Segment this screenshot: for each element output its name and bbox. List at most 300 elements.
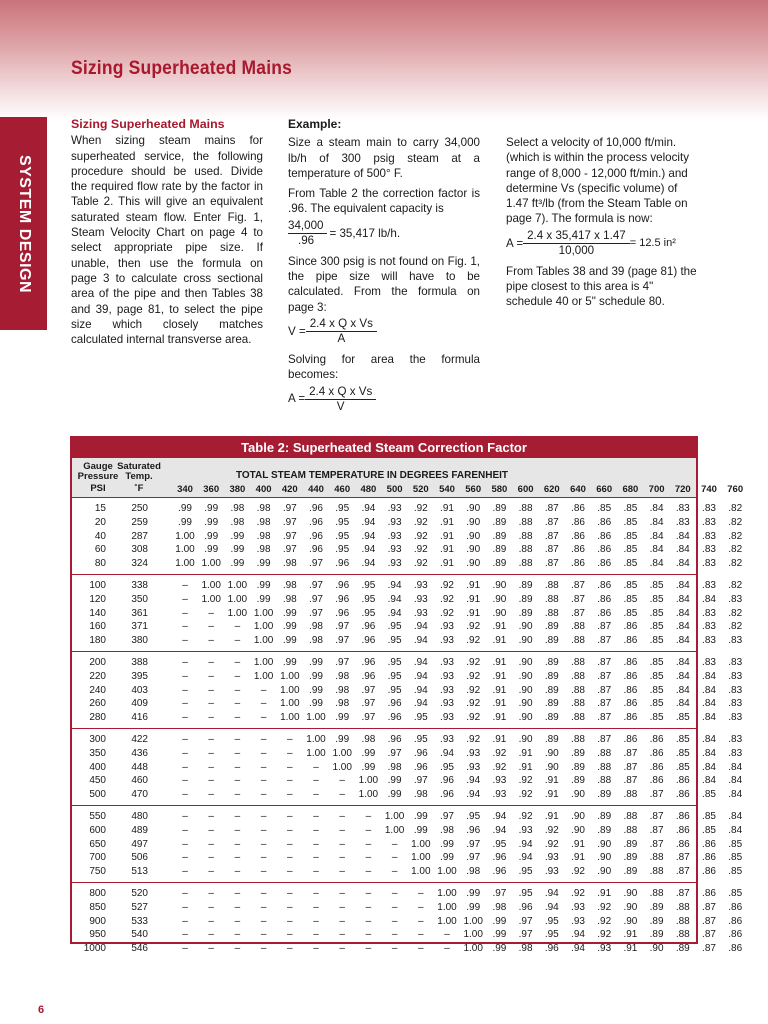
factor-cell: – bbox=[365, 852, 372, 864]
factor-cell: .87 bbox=[623, 761, 638, 773]
temp-header-440: 440 bbox=[308, 484, 324, 495]
factor-cell: .87 bbox=[675, 866, 690, 878]
factor-cell: .84 bbox=[702, 684, 716, 696]
factor-cell: .90 bbox=[623, 887, 638, 899]
pressure-cell: 40 bbox=[94, 530, 106, 542]
factor-cell: .99 bbox=[440, 852, 454, 864]
factor-cell: – bbox=[234, 747, 241, 759]
factor-cell: – bbox=[234, 901, 241, 913]
factor-cell: – bbox=[287, 824, 293, 836]
saturated-temp-cell: 489 bbox=[131, 824, 148, 836]
factor-cell: 1.00 bbox=[253, 670, 274, 682]
factor-cell: .92 bbox=[466, 621, 481, 633]
factor-cell: – bbox=[287, 747, 293, 759]
factor-cell: .84 bbox=[728, 789, 743, 801]
factor-cell: .84 bbox=[675, 558, 690, 570]
factor-cell: .84 bbox=[675, 607, 690, 619]
factor-cell: .91 bbox=[492, 670, 507, 682]
factor-cell: .89 bbox=[597, 824, 612, 836]
eq3-numerator: 2.4 x Q x Vs bbox=[305, 385, 376, 400]
factor-cell: .87 bbox=[675, 887, 690, 899]
header-deg-f: ˚F bbox=[134, 483, 144, 494]
factor-cell: – bbox=[234, 733, 241, 745]
factor-cell: 1.00 bbox=[463, 915, 483, 927]
factor-cell: .85 bbox=[649, 579, 664, 591]
factor-cell: .90 bbox=[492, 607, 507, 619]
eq2-denominator: A bbox=[337, 331, 346, 345]
factor-cell: .83 bbox=[728, 593, 743, 605]
factor-cell: .97 bbox=[309, 579, 323, 591]
factor-cell: .93 bbox=[387, 516, 402, 528]
factor-cell: .97 bbox=[518, 929, 533, 941]
factor-cell: .93 bbox=[387, 544, 402, 556]
factor-cell: – bbox=[418, 915, 424, 927]
factor-cell: .95 bbox=[387, 635, 402, 647]
factor-cell: 1.00 bbox=[227, 579, 248, 591]
factor-cell: .87 bbox=[623, 747, 638, 759]
pressure-cell: 550 bbox=[89, 810, 106, 822]
header-total-temperature: TOTAL STEAM TEMPERATURE IN DEGREES FARENHEIT bbox=[235, 470, 509, 481]
factor-cell: .90 bbox=[518, 698, 533, 710]
factor-cell: .88 bbox=[544, 579, 559, 591]
saturated-temp-cell: 513 bbox=[131, 866, 148, 878]
factor-cell: .87 bbox=[649, 824, 664, 836]
factor-cell: – bbox=[182, 635, 188, 647]
factor-cell: .95 bbox=[361, 607, 376, 619]
factor-cell: – bbox=[365, 915, 372, 927]
factor-cell: – bbox=[339, 852, 345, 864]
factor-cell: .89 bbox=[492, 503, 507, 514]
factor-cell: .83 bbox=[728, 670, 743, 682]
factor-cell: .90 bbox=[571, 810, 585, 822]
factor-cell: .95 bbox=[387, 621, 402, 633]
factor-cell: .92 bbox=[466, 670, 481, 682]
factor-cell: – bbox=[182, 621, 188, 633]
factor-cell: 1.00 bbox=[332, 761, 352, 773]
factor-cell: .98 bbox=[256, 503, 271, 514]
factor-cell: .90 bbox=[466, 503, 481, 514]
factor-cell: .84 bbox=[675, 635, 690, 647]
factor-cell: – bbox=[391, 838, 398, 850]
factor-cell: .83 bbox=[702, 579, 716, 591]
factor-cell: .88 bbox=[518, 503, 533, 514]
factor-cell: .93 bbox=[440, 670, 454, 682]
factor-cell: – bbox=[182, 824, 188, 836]
factor-cell: – bbox=[287, 810, 293, 822]
factor-cell: – bbox=[365, 866, 372, 878]
saturated-temp-cell: 460 bbox=[131, 775, 148, 787]
factor-cell: .84 bbox=[728, 761, 743, 773]
factor-cell: .99 bbox=[256, 579, 271, 591]
factor-cell: .95 bbox=[335, 516, 350, 528]
factor-cell: .86 bbox=[623, 733, 638, 745]
factor-cell: .93 bbox=[571, 915, 585, 927]
factor-cell: .99 bbox=[282, 621, 297, 633]
factor-cell: .94 bbox=[361, 530, 376, 542]
factor-cell: .84 bbox=[728, 810, 743, 822]
pressure-cell: 220 bbox=[89, 670, 106, 682]
factor-cell: – bbox=[391, 901, 398, 913]
factor-cell: .84 bbox=[675, 656, 690, 668]
factor-cell: – bbox=[313, 915, 319, 927]
header-gauge: Gauge bbox=[83, 461, 113, 472]
factor-cell: .83 bbox=[675, 503, 690, 514]
factor-cell: – bbox=[182, 698, 188, 710]
factor-cell: – bbox=[234, 810, 241, 822]
factor-cell: .88 bbox=[518, 516, 533, 528]
factor-cell: .95 bbox=[544, 929, 559, 941]
pressure-cell: 650 bbox=[89, 838, 106, 850]
temp-header-620: 620 bbox=[543, 484, 560, 495]
factor-cell: .91 bbox=[518, 761, 533, 773]
saturated-temp-cell: 497 bbox=[131, 838, 148, 850]
factor-cell: .98 bbox=[230, 503, 245, 514]
factor-cell: .94 bbox=[544, 901, 559, 913]
factor-cell: .89 bbox=[544, 656, 559, 668]
factor-cell: 1.00 bbox=[411, 852, 431, 864]
pressure-cell: 350 bbox=[89, 747, 106, 759]
factor-cell: .88 bbox=[571, 621, 585, 633]
factor-cell: 1.00 bbox=[332, 747, 352, 759]
factor-cell: .86 bbox=[675, 838, 690, 850]
factor-cell: – bbox=[208, 929, 214, 941]
table-row bbox=[72, 942, 743, 956]
factor-cell: .83 bbox=[728, 684, 743, 696]
factor-cell: .91 bbox=[466, 607, 481, 619]
factor-cell: .98 bbox=[335, 684, 350, 696]
factor-cell: – bbox=[182, 929, 188, 941]
factor-cell: – bbox=[287, 789, 293, 801]
factor-cell: .84 bbox=[702, 733, 716, 745]
table-row bbox=[72, 670, 743, 684]
factor-cell: – bbox=[339, 824, 345, 836]
factor-cell: .87 bbox=[597, 698, 612, 710]
factor-cell: .96 bbox=[361, 621, 376, 633]
factor-cell: .93 bbox=[413, 607, 428, 619]
pressure-cell: 450 bbox=[89, 775, 106, 787]
factor-cell: .97 bbox=[282, 544, 297, 556]
factor-cell: .87 bbox=[649, 838, 664, 850]
factor-cell: .99 bbox=[466, 887, 481, 899]
factor-cell: .91 bbox=[440, 544, 454, 556]
factor-cell: 1.00 bbox=[411, 838, 431, 850]
temp-header-340: 340 bbox=[177, 484, 193, 495]
factor-cell: .88 bbox=[675, 929, 690, 941]
factor-cell: .92 bbox=[440, 579, 454, 591]
factor-cell: – bbox=[313, 852, 319, 864]
factor-cell: .93 bbox=[387, 530, 402, 542]
factor-cell: .83 bbox=[702, 544, 716, 556]
factor-cell: .94 bbox=[413, 698, 428, 710]
factor-cell: .82 bbox=[728, 579, 743, 591]
factor-cell: – bbox=[208, 670, 214, 682]
saturated-temp-cell: 361 bbox=[131, 607, 148, 619]
factor-cell: .86 bbox=[728, 901, 743, 913]
factor-cell: .83 bbox=[702, 607, 716, 619]
factor-cell: – bbox=[260, 789, 267, 801]
factor-cell: .91 bbox=[571, 852, 585, 864]
factor-cell: .93 bbox=[492, 789, 507, 801]
table-row bbox=[72, 810, 743, 824]
factor-cell: .84 bbox=[675, 684, 690, 696]
factor-cell: .95 bbox=[335, 503, 350, 514]
factor-cell: .94 bbox=[413, 635, 428, 647]
table-row-group bbox=[72, 729, 743, 806]
factor-cell: .99 bbox=[204, 516, 219, 528]
factor-cell: .94 bbox=[361, 503, 376, 514]
factor-cell: – bbox=[234, 824, 241, 836]
pressure-cell: 20 bbox=[94, 516, 106, 528]
factor-cell: .85 bbox=[623, 516, 638, 528]
factor-cell: .93 bbox=[440, 656, 454, 668]
factor-cell: .90 bbox=[466, 544, 481, 556]
factor-cell: .83 bbox=[702, 621, 716, 633]
factor-cell: – bbox=[313, 838, 319, 850]
factor-cell: – bbox=[208, 824, 214, 836]
temp-header-420: 420 bbox=[281, 484, 298, 495]
factor-cell: .91 bbox=[597, 887, 612, 899]
factor-cell: .94 bbox=[361, 544, 376, 556]
temp-header-460: 460 bbox=[334, 484, 351, 495]
factor-cell: .86 bbox=[571, 530, 585, 542]
factor-cell: .88 bbox=[518, 530, 533, 542]
factor-cell: .95 bbox=[413, 712, 428, 724]
pressure-cell: 950 bbox=[89, 929, 106, 941]
saturated-temp-cell: 416 bbox=[131, 712, 148, 724]
saturated-temp-cell: 259 bbox=[131, 516, 148, 528]
factor-cell: .89 bbox=[623, 838, 638, 850]
factor-cell: .99 bbox=[178, 516, 192, 528]
factor-cell: .91 bbox=[492, 712, 507, 724]
factor-cell: .86 bbox=[597, 593, 612, 605]
factor-cell: – bbox=[260, 733, 267, 745]
solution-paragraph-1: Select a velocity of 10,000 ft/min. (which is within the process velocity range of 8,000 - 12,000 ft/min.) and determine Vs (specific volume) of 1.47 ft³/lb (from the Steam Table on page 7). The formula is now: bbox=[506, 136, 689, 226]
eq1-denominator: .96 bbox=[298, 233, 315, 247]
factor-cell: .96 bbox=[335, 558, 350, 570]
factor-cell: – bbox=[208, 747, 214, 759]
factor-cell: .99 bbox=[492, 943, 507, 955]
factor-cell: .96 bbox=[309, 516, 323, 528]
factor-cell: – bbox=[260, 824, 267, 836]
saturated-temp-cell: 308 bbox=[131, 544, 148, 556]
factor-cell: .93 bbox=[440, 635, 454, 647]
factor-cell: .89 bbox=[544, 670, 559, 682]
header-psi: PSI bbox=[90, 483, 106, 494]
factor-cell: – bbox=[391, 915, 398, 927]
factor-cell: 1.00 bbox=[253, 635, 274, 647]
factor-cell: .89 bbox=[649, 901, 664, 913]
factor-cell: .92 bbox=[466, 656, 481, 668]
temp-header-680: 680 bbox=[622, 484, 639, 495]
factor-cell: .99 bbox=[413, 810, 428, 822]
factor-cell: .86 bbox=[597, 579, 612, 591]
factor-cell: .83 bbox=[728, 733, 743, 745]
saturated-temp-cell: 380 bbox=[131, 635, 148, 647]
table-row bbox=[72, 634, 743, 648]
table-row bbox=[72, 774, 743, 788]
pressure-cell: 300 bbox=[89, 733, 106, 745]
factor-cell: .87 bbox=[597, 733, 612, 745]
factor-cell: .83 bbox=[702, 530, 716, 542]
pressure-cell: 800 bbox=[89, 887, 106, 899]
pressure-cell: 900 bbox=[89, 915, 106, 927]
factor-cell: .90 bbox=[518, 684, 533, 696]
factor-cell: .90 bbox=[571, 824, 585, 836]
factor-cell: .97 bbox=[309, 558, 323, 570]
factor-cell: .84 bbox=[649, 558, 664, 570]
factor-cell: 1.00 bbox=[253, 621, 274, 633]
factor-cell: .99 bbox=[256, 558, 271, 570]
factor-cell: .96 bbox=[335, 579, 350, 591]
factor-cell: .84 bbox=[675, 670, 690, 682]
side-tab-system-design bbox=[0, 117, 47, 330]
factor-cell: – bbox=[287, 761, 293, 773]
pressure-cell: 60 bbox=[94, 544, 106, 556]
temp-header-480: 480 bbox=[360, 484, 377, 495]
eq4-numerator: 2.4 x 35,417 x 1.47 bbox=[523, 229, 630, 244]
table-row bbox=[72, 530, 743, 544]
factor-cell: .89 bbox=[597, 810, 612, 822]
factor-cell: .92 bbox=[413, 516, 428, 528]
table-row bbox=[72, 656, 743, 670]
factor-cell: – bbox=[287, 943, 293, 955]
factor-cell: .92 bbox=[413, 503, 428, 514]
eq2-numerator: 2.4 x Q x Vs bbox=[306, 317, 377, 332]
table-row-group bbox=[72, 498, 743, 575]
factor-cell: .85 bbox=[675, 733, 690, 745]
factor-cell: – bbox=[182, 712, 188, 724]
table-body bbox=[72, 498, 743, 959]
header-pressure: Pressure bbox=[77, 471, 119, 482]
factor-cell: – bbox=[208, 733, 214, 745]
factor-cell: .86 bbox=[623, 712, 638, 724]
factor-cell: .90 bbox=[544, 761, 559, 773]
factor-cell: .86 bbox=[623, 621, 638, 633]
factor-cell: .96 bbox=[361, 656, 376, 668]
factor-cell: – bbox=[182, 747, 188, 759]
factor-cell: .86 bbox=[702, 852, 716, 864]
temp-header-400: 400 bbox=[255, 484, 272, 495]
saturated-temp-cell: 520 bbox=[131, 887, 148, 899]
factor-cell: .99 bbox=[440, 838, 454, 850]
factor-cell: .84 bbox=[702, 593, 716, 605]
factor-cell: .95 bbox=[413, 733, 428, 745]
factor-cell: .87 bbox=[702, 901, 716, 913]
factor-cell: – bbox=[208, 915, 214, 927]
factor-cell: .86 bbox=[702, 866, 716, 878]
factor-cell: .91 bbox=[544, 810, 559, 822]
temp-header-740: 740 bbox=[701, 484, 717, 495]
factor-cell: – bbox=[182, 789, 188, 801]
factor-cell: .87 bbox=[597, 621, 612, 633]
factor-cell: .94 bbox=[571, 929, 585, 941]
factor-cell: .96 bbox=[361, 635, 376, 647]
factor-cell: .83 bbox=[675, 516, 690, 528]
factor-cell: .86 bbox=[571, 503, 585, 514]
factor-cell: – bbox=[365, 887, 372, 899]
factor-cell: .85 bbox=[649, 670, 664, 682]
factor-cell: – bbox=[234, 712, 241, 724]
page-number: 6 bbox=[38, 1004, 45, 1016]
factor-cell: .93 bbox=[387, 503, 402, 514]
factor-cell: .89 bbox=[518, 579, 533, 591]
factor-cell: .86 bbox=[675, 810, 690, 822]
factor-cell: .94 bbox=[492, 824, 507, 836]
factor-cell: .84 bbox=[702, 670, 716, 682]
pressure-cell: 850 bbox=[89, 901, 106, 913]
factor-cell: .92 bbox=[440, 593, 454, 605]
factor-cell: .90 bbox=[466, 530, 481, 542]
factor-cell: .87 bbox=[544, 558, 559, 570]
factor-cell: .93 bbox=[413, 579, 428, 591]
factor-cell: 1.00 bbox=[175, 544, 195, 556]
factor-cell: .87 bbox=[544, 503, 559, 514]
factor-cell: – bbox=[339, 929, 345, 941]
table-row bbox=[72, 788, 743, 802]
factor-cell: .91 bbox=[440, 530, 454, 542]
factor-cell: .84 bbox=[702, 698, 716, 710]
factor-cell: .93 bbox=[544, 866, 559, 878]
factor-cell: .96 bbox=[335, 607, 350, 619]
factor-cell: .92 bbox=[440, 607, 454, 619]
table-row-group bbox=[72, 806, 743, 883]
solution-paragraph-2: From Tables 38 and 39 (page 81) the pipe closest to this area is 4" schedule 40 or 5" schedule 80. bbox=[506, 264, 697, 309]
factor-cell: .92 bbox=[413, 530, 428, 542]
saturated-temp-cell: 338 bbox=[131, 579, 148, 591]
factor-cell: .82 bbox=[728, 530, 743, 542]
factor-cell: .95 bbox=[544, 915, 559, 927]
factor-cell: .88 bbox=[649, 887, 664, 899]
factor-cell: .88 bbox=[518, 558, 533, 570]
factor-cell: .89 bbox=[544, 698, 559, 710]
factor-cell: – bbox=[339, 838, 345, 850]
temp-header-660: 660 bbox=[596, 484, 613, 495]
factor-cell: .82 bbox=[728, 516, 743, 528]
factor-cell: – bbox=[208, 621, 214, 633]
factor-cell: .87 bbox=[571, 607, 585, 619]
eq2-lhs: V = bbox=[288, 324, 306, 338]
factor-cell: .99 bbox=[361, 761, 376, 773]
factor-cell: .96 bbox=[309, 530, 323, 542]
factor-cell: – bbox=[260, 684, 267, 696]
factor-cell: .98 bbox=[518, 943, 533, 955]
factor-cell: .93 bbox=[571, 901, 585, 913]
factor-cell: .95 bbox=[466, 810, 481, 822]
factor-cell: .97 bbox=[282, 530, 297, 542]
factor-cell: – bbox=[234, 656, 241, 668]
factor-cell: .92 bbox=[492, 761, 507, 773]
factor-cell: .95 bbox=[518, 887, 533, 899]
factor-cell: 1.00 bbox=[253, 656, 274, 668]
factor-cell: .96 bbox=[440, 775, 454, 787]
factor-cell: .96 bbox=[387, 733, 402, 745]
factor-cell: – bbox=[234, 943, 241, 955]
factor-cell: .84 bbox=[649, 503, 664, 514]
factor-cell: .93 bbox=[387, 558, 402, 570]
pressure-cell: 600 bbox=[89, 824, 106, 836]
factor-cell: .86 bbox=[597, 558, 612, 570]
pressure-cell: 280 bbox=[89, 712, 106, 724]
factor-cell: .87 bbox=[597, 712, 612, 724]
factor-cell: .98 bbox=[492, 901, 507, 913]
factor-cell: .86 bbox=[728, 943, 743, 955]
factor-cell: .95 bbox=[335, 530, 350, 542]
factor-cell: – bbox=[287, 929, 293, 941]
factor-cell: – bbox=[339, 943, 345, 955]
example-paragraph-2: From Table 2 the correction factor is .96. The equivalent capacity is bbox=[288, 187, 480, 216]
factor-cell: .96 bbox=[309, 503, 323, 514]
factor-cell: .86 bbox=[728, 915, 743, 927]
